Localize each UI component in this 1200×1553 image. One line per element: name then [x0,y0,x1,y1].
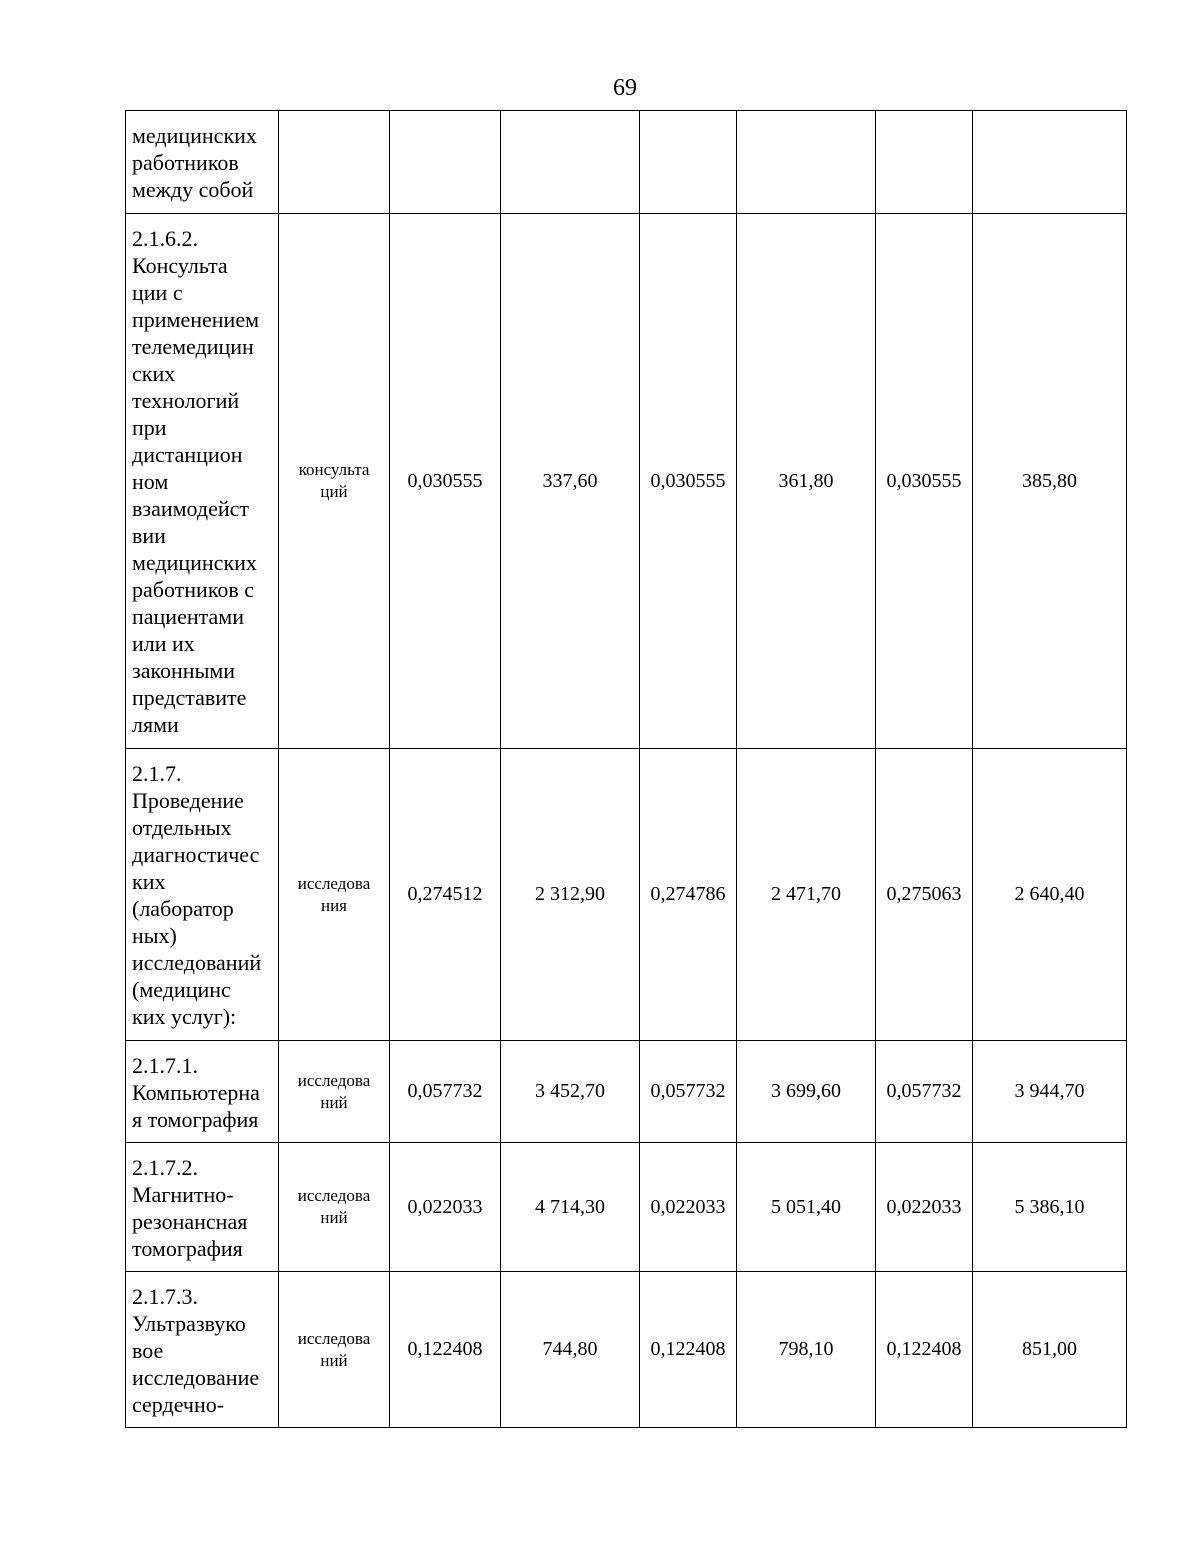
cost-2023-cell: 2 640,40 [973,749,1127,1041]
service-name-cell [126,749,279,1041]
volume-2022-cell: 0,022033 [640,1143,737,1272]
cost-2022-cell: 361,80 [737,214,876,749]
table-row [126,1272,1127,1428]
service-name-line: 2.1.6.2. [132,226,198,251]
service-name-line: дистанцион [132,442,243,467]
unit-line: исследова [297,873,371,893]
service-name-line: (лаборатор [132,896,234,921]
table-row [126,214,1127,749]
service-name-line: ном [132,469,169,494]
service-name-line: сердечно- [132,1392,225,1417]
service-name-line: Ультразвуко [132,1311,246,1336]
cost-2021-cell: 2 312,90 [501,749,640,1041]
cost-2022-cell: 798,10 [737,1272,876,1428]
service-name-cell [126,111,279,214]
volume-2023-cell: 0,030555 [876,214,973,749]
unit-cell [279,1041,390,1143]
table-row [126,1143,1127,1272]
cost-2021-cell: 744,80 [501,1272,640,1428]
table-body [126,111,1127,1428]
volume-2022-cell: 0,030555 [640,214,737,749]
volume-2023-cell: 0,122408 [876,1272,973,1428]
service-name-line: резонансная [132,1209,248,1234]
service-name-line: (медицинс [132,977,231,1002]
unit-cell [279,214,390,749]
table-row [126,749,1127,1041]
service-name-line: отдельных [132,815,232,840]
unit-line: консульта [298,460,370,479]
cost-2021-cell: 3 452,70 [501,1041,640,1143]
unit-line: исследова [297,1070,371,1090]
service-name-line: Консульта [132,253,228,278]
service-name-line: томография [132,1236,243,1261]
volume-2021-cell [390,111,501,214]
service-name-line: пациентами [132,604,244,629]
unit-line: ний [320,1350,348,1370]
cost-2023-cell: 3 944,70 [973,1041,1127,1143]
service-name-line: 2.1.7.2. [132,1155,198,1180]
volume-2022-cell [640,111,737,214]
service-name-line: телемедицин [132,334,254,359]
cost-2021-cell: 337,60 [501,214,640,749]
service-name-line: 2.1.7.1. [132,1053,198,1078]
service-name-line: ких [132,869,166,894]
service-name-line: ных) [132,923,177,948]
cost-2022-cell [737,111,876,214]
service-name-line: работников с [132,577,255,602]
unit-line: ний [320,1208,348,1227]
unit-cell [279,1272,390,1428]
service-name-line: применением [132,307,260,332]
volume-2023-cell: 0,275063 [876,749,973,1041]
unit-cell [279,1143,390,1272]
service-name-line: я томография [132,1107,259,1132]
cost-2023-cell: 385,80 [973,214,1127,749]
service-name-cell [126,1143,279,1272]
unit-cell [279,111,390,214]
cost-2022-cell: 5 051,40 [737,1143,876,1272]
service-name-line: технологий [132,388,240,413]
service-name-line: при [132,415,167,440]
service-name-line: вии [132,523,166,548]
service-name-line: Компьютерна [132,1080,260,1105]
service-name-line: исследование [132,1365,260,1390]
cost-2022-cell: 3 699,60 [737,1041,876,1143]
service-name-line: вое [132,1338,164,1363]
volume-2021-cell: 0,274512 [390,749,501,1041]
unit-cell [279,749,390,1041]
table-row [126,1041,1127,1143]
tariff-table [125,110,1127,1428]
service-name-line: диагностичес [132,842,260,867]
table-row [126,111,1127,214]
cost-2023-cell: 5 386,10 [973,1143,1127,1272]
cost-2021-cell [501,111,640,214]
unit-line: ций [320,482,348,501]
cost-2023-cell [973,111,1127,214]
page-number: 69 [613,75,637,101]
volume-2021-cell: 0,022033 [390,1143,501,1272]
service-name-line: медицинских [132,550,257,575]
service-name-line: между собой [132,177,254,202]
service-name-cell [126,1272,279,1428]
volume-2023-cell: 0,057732 [876,1041,973,1143]
cost-2022-cell: 2 471,70 [737,749,876,1041]
service-name-line: Проведение [132,788,244,813]
service-name-line: исследований [132,950,262,975]
unit-line: исследова [297,1328,371,1348]
volume-2021-cell: 0,122408 [390,1272,501,1428]
service-name-line: 2.1.7. [132,761,182,786]
volume-2022-cell: 0,274786 [640,749,737,1041]
volume-2022-cell: 0,057732 [640,1041,737,1143]
volume-2021-cell: 0,030555 [390,214,501,749]
service-name-line: ции с [132,280,183,305]
volume-2023-cell [876,111,973,214]
unit-line: исследова [297,1186,371,1205]
service-name-line: ких услуг): [132,1004,237,1029]
service-name-cell [126,1041,279,1143]
volume-2021-cell: 0,057732 [390,1041,501,1143]
unit-line: ний [320,1092,348,1112]
service-name-line: медицинских [132,123,257,148]
service-name-line: лями [132,712,179,737]
volume-2023-cell: 0,022033 [876,1143,973,1272]
unit-line: ния [320,895,347,915]
service-name-line: или их [132,631,195,656]
volume-2022-cell: 0,122408 [640,1272,737,1428]
service-name-cell [126,214,279,749]
service-name-line: взаимодейст [132,496,250,521]
service-name-line: работников [132,150,239,175]
service-name-line: Магнитно- [132,1182,234,1207]
service-name-line: ских [132,361,176,386]
cost-2023-cell: 851,00 [973,1272,1127,1428]
service-name-line: представите [132,685,247,710]
cost-2021-cell: 4 714,30 [501,1143,640,1272]
service-name-line: 2.1.7.3. [132,1284,198,1309]
service-name-line: законными [132,658,236,683]
